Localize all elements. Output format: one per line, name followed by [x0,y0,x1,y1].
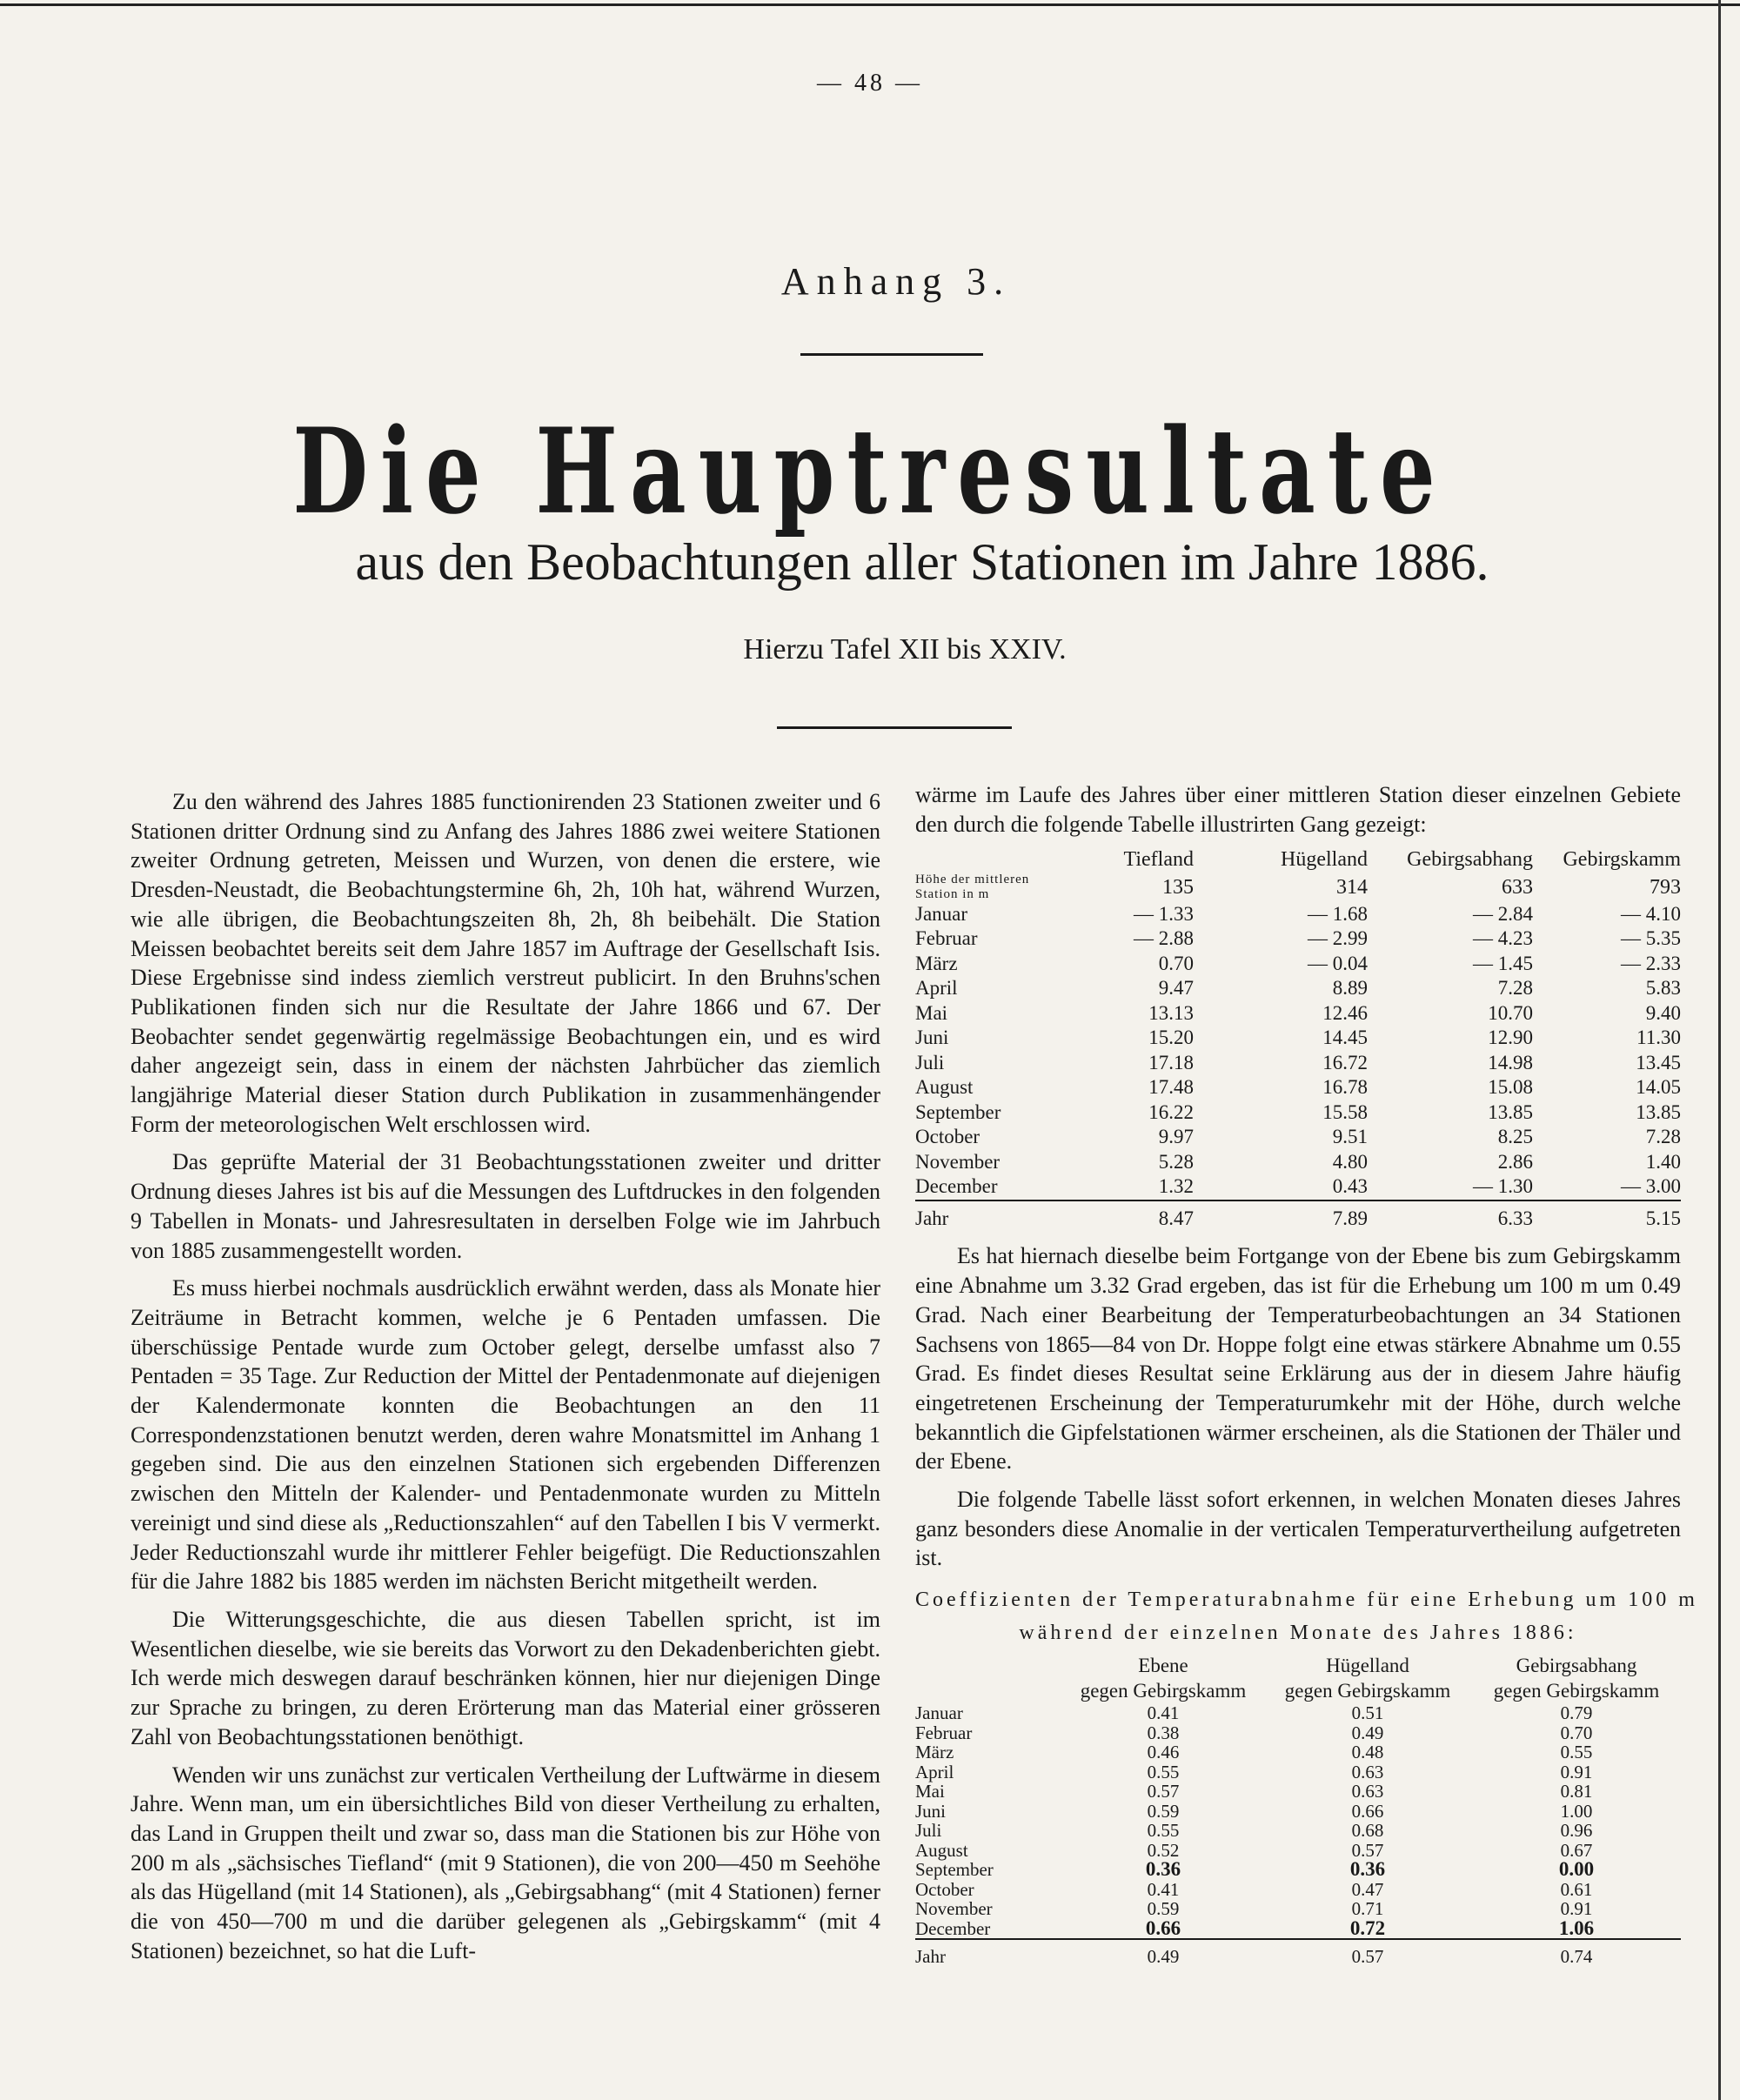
table-row [915,1742,1681,1762]
table-cell: 0.63 [1351,1781,1384,1802]
table-cell: 1.32 [1158,1175,1194,1198]
table-cell: 2.86 [1497,1150,1533,1173]
column-header: Gebirgsabhang [1407,848,1533,872]
table-cell: 0.41 [1147,1702,1180,1724]
table-cell: 314 [1336,875,1368,899]
table-cell: 0.66 [1351,1800,1384,1822]
table-cell: 10.70 [1488,1001,1533,1024]
table-cell: 0.91 [1560,1898,1593,1920]
coefficient-table-title: Coeffizienten der Temperaturabnahme für eine Erhebung um 100 m [915,1588,1698,1612]
table-cell: 0.72 [1349,1916,1386,1939]
row-label: November [915,1150,1000,1173]
row-label: Mai [915,1781,945,1802]
table-cell: 8.47 [1046,1200,1194,1232]
table-cell: 12.90 [1488,1027,1533,1049]
table-row [915,1703,1681,1723]
row-label: Juni [915,1800,947,1822]
table-cell: 1.00 [1560,1800,1593,1822]
table-cell: 0.81 [1560,1781,1593,1802]
table-row [915,1100,1681,1126]
table-cell: — 2.33 [1621,952,1681,974]
table-row [915,976,1681,1001]
paragraph: Die Witterungsgeschichte, die aus diesen Tabellen spricht, ist im Wesentlichen dieselbe, wie sie bereits das Vorwort zu den Dekadenberichten giebt. Ich werde mich deswegen darauf beschränken können, hier nur diejenigen Dinge zur Sprache zu bringen, zu deren Erörterung man das Material einer grösseren Zahl von Beobachtungsstationen benöthigt. [130,1606,880,1749]
table-cell: 0.79 [1560,1702,1593,1724]
table-cell: 0.91 [1560,1761,1593,1782]
table-cell: 0.52 [1147,1839,1180,1861]
row-label: März [915,952,958,974]
table-row [915,1802,1681,1822]
table-row [915,1899,1681,1919]
table-cell: — 2.84 [1473,902,1533,925]
table-cell: 0.74 [1472,1939,1681,1967]
table-cell: 0.70 [1158,952,1194,974]
table-cell: 793 [1650,875,1681,899]
table-cell: 8.89 [1332,977,1368,1000]
table-cell: 15.20 [1148,1027,1194,1049]
coefficient-table-subtitle: während der einzelnen Monate des Jahres 1886: [1019,1622,1577,1645]
table-row [915,1001,1681,1027]
temperature-table [915,847,1681,1231]
table-total-row [915,1939,1681,1967]
table-cell: — 1.45 [1473,952,1533,974]
table-cell: 13.13 [1148,1001,1194,1024]
table-cell: 0.66 [1145,1916,1181,1939]
table-cell: 17.18 [1148,1051,1194,1073]
table-cell: 1.40 [1645,1150,1681,1173]
table-cell: — 4.10 [1621,902,1681,925]
table-row [915,902,1681,927]
table-cell: 6.33 [1368,1200,1533,1232]
table-cell: 0.48 [1351,1742,1384,1763]
paragraph: Die folgende Tabelle lässt sofort erkennen, in welchen Monaten dieses Jahres ganz besonders diese Anomalie in der verticalen Temperaturvertheilung aufgetreten ist. [915,1487,1681,1571]
table-cell: — 1.30 [1473,1175,1533,1198]
row-label: Jahr [915,1939,1063,1967]
table-cell: 0.55 [1147,1820,1180,1842]
table-cell: 0.67 [1560,1839,1593,1861]
row-label: Januar [915,1702,963,1724]
paragraph: wärme im Laufe des Jahres über einer mittleren Station dieser einzelnen Gebiete den durch die folgende Tabelle illustrirten Gang gezeigt: [915,782,1681,837]
table-cell: 135 [1162,875,1194,899]
paragraph: Wenden wir uns zunächst zur verticalen Vertheilung der Luftwärme in diesem Jahre. Wenn man, um ein übersichtliches Bild von dieser Vertheilung zu erhalten, das Land in Gruppen theilt und zwar so, dass man die Stationen bis zur Höhe von 200 m als „sächsisches Tiefland“ (mit 9 Stationen), die von 200—450 m Seehöhe als das Hügelland (mit 14 Stationen), als „Gebirgsabhang“ (mit 4 Stationen) ferner die von 450—700 m und die darüber gelegenen als „Gebirgskamm“ (mit 4 Stationen) bezeichnet, so hat die Luft- [130,1762,880,1963]
subtitle: aus den Beobachtungen aller Stationen im Jahre 1886. [355,533,1489,591]
table-row [915,1860,1681,1880]
table-row [915,1051,1681,1076]
table-header-row [915,1653,1681,1678]
table-cell: 9.47 [1158,977,1194,1000]
divider-top [800,353,983,356]
column-subheader: gegen Gebirgskamm [1284,1680,1451,1702]
table-cell: 4.80 [1332,1150,1368,1173]
table-cell: 8.25 [1497,1126,1533,1148]
table-row [915,1762,1681,1782]
table-total-row [915,1200,1681,1232]
table-cell: 13.85 [1636,1100,1681,1123]
table-cell: 7.89 [1194,1200,1368,1232]
table-cell: 16.72 [1322,1051,1368,1073]
table-cell: 14.45 [1322,1027,1368,1049]
table-cell: 0.55 [1147,1761,1180,1782]
table-cell: 12.46 [1322,1001,1368,1024]
table-row-heights [915,873,1681,902]
table-cell: 0.51 [1351,1702,1384,1724]
table-cell: 0.36 [1145,1858,1181,1881]
row-label: Juli [915,1051,945,1073]
table-cell: 0.49 [1351,1722,1384,1743]
table-cell: 5.83 [1645,977,1681,1000]
table-cell: 7.28 [1645,1126,1681,1148]
table-row [915,1821,1681,1841]
row-label: Juni [915,1027,949,1049]
table-cell: 15.58 [1322,1100,1368,1123]
row-label: Mai [915,1001,948,1024]
plates-note: Hierzu Tafel XII bis XXIV. [743,633,1067,665]
table-cell: 0.71 [1351,1898,1384,1920]
table-header-row [915,847,1681,873]
paragraph: Zu den während des Jahres 1885 functionirenden 23 Stationen zweiter und 6 Stationen dritter Ordnung sind zu Anfang des Jahres 1886 zwei weitere Stationen zweiter Ordnung getreten, Meissen und Wurzen, von denen die erstere, wie Dresden-Neustadt, die Beobachtungstermine 6h, 2h, 10h hat, während Wurzen, wie alle übrigen, die Beobachtungszeiten 8h, 2h, 8h beibehält. Die Station Meissen beobachtet bereits seit dem Jahre 1857 im Auftrage der Gesellschaft Isis. Diese Ergebnisse sind indess ziemlich verstreut publicirt. In den Bruhns'schen Publikationen finden sich nur die Resultate der Jahre 1866 und 67. Der Beobachter sendet gegenwärtig regelmässige Beobachtungen ein, und es wird daher angezeigt sein, dass in einem der nächsten Jahrbücher das ziemlich langjährige Material dieser Station durch Publikation in zusammenhängender Form der meteorologischen Welt erschlossen wird. [130,789,880,1137]
table-cell: — 0.04 [1308,952,1368,974]
table-row [915,1150,1681,1175]
table-cell: 0.70 [1560,1722,1593,1743]
paragraph: Das geprüfte Material der 31 Beobachtungsstationen zweiter und dritter Ordnung dieses Jahres ist bis auf die Messungen des Luftdruckes in den folgenden 9 Tabellen in Monats- und Jahresresultaten in derselben Folge wie im Jahrbuch von 1885 zusammengestellt worden. [130,1149,880,1263]
column-header: Ebene [1138,1655,1188,1677]
row-label: October [915,1126,980,1148]
left-column [130,787,880,1974]
column-subheader: gegen Gebirgskamm [1493,1680,1660,1702]
page-number: — 48 — [817,70,923,97]
column-header: Gebirgsabhang [1516,1655,1637,1677]
row-label: Februar [915,1722,973,1743]
row-label: Februar [915,927,978,950]
table-row [915,1125,1681,1150]
table-row [915,1880,1681,1900]
table-cell: 0.61 [1560,1878,1593,1900]
row-label: August [915,1076,974,1099]
right-column [915,780,1698,1968]
table-cell: 0.41 [1147,1878,1180,1900]
row-label: September [915,1859,994,1881]
row-label: Januar [915,902,968,925]
page-border-right [1718,0,1721,2100]
table-row [915,1841,1681,1861]
table-cell: 14.98 [1488,1051,1533,1073]
table-cell: 1.06 [1558,1916,1595,1939]
table-cell: 0.57 [1147,1781,1180,1802]
table-cell: 0.63 [1351,1761,1384,1782]
table-cell: 16.22 [1148,1100,1194,1123]
column-header: Gebirgskamm [1563,848,1681,872]
table-cell: 5.15 [1533,1200,1681,1232]
table-cell: 9.51 [1332,1126,1368,1148]
table-cell: 0.96 [1560,1820,1593,1842]
table-cell: 16.78 [1322,1076,1368,1099]
row-label: April [915,977,958,1000]
column-header: Hügelland [1326,1655,1409,1677]
paragraph: Es muss hierbei nochmals ausdrücklich erwähnt werden, dass als Monate hier Zeiträume in Betracht kommen, welche je 6 Pentaden umfassen. Die überschüssige Pentade wurde zum October gelegt, derselbe umfasst also 7 Pentaden = 35 Tage. Zur Reduction der Mittel der Pentadenmonate auf diejenigen der Kalendermonate konnten die Beobachtungen an den 11 Correspondenzstationen benutzt werden, deren wahre Monatsmittel im Anhang 1 gegeben sind. Die aus den einzelnen Stationen sich ergebenden Differenzen zwischen den Mitteln der Kalender- und Pentadenmonate wurden zu Mitteln vereinigt und sind diese als „Reductionszahlen“ auf den Tabellen I bis V vermerkt. Jeder Reductionszahl wurde ihr mittlerer Fehler beigefügt. Die Reductionszahlen für die Jahre 1882 bis 1885 werden im nächsten Bericht mitgetheilt werden. [130,1275,880,1595]
table-row [915,952,1681,977]
table-cell: 0.47 [1351,1878,1384,1900]
column-header: Hügelland [1281,848,1368,872]
table-cell: — 5.35 [1621,927,1681,950]
table-cell: 7.28 [1497,977,1533,1000]
column-subheader: gegen Gebirgskamm [1080,1680,1247,1702]
table-cell: 0.46 [1147,1742,1180,1763]
table-cell: — 2.88 [1134,927,1194,950]
table-row [915,926,1681,952]
row-label: Höhe der mittleren Station in m [915,872,1030,901]
table-cell: — 1.68 [1308,902,1368,925]
table-row [915,1026,1681,1051]
row-label: März [915,1742,954,1763]
table-cell: 13.45 [1636,1051,1681,1073]
row-label: September [915,1100,1001,1123]
table-cell: 15.08 [1488,1076,1533,1099]
table-cell: 13.85 [1488,1100,1533,1123]
table-cell: 0.43 [1332,1175,1368,1198]
row-label: December [915,1175,998,1198]
table-cell: — 4.23 [1473,927,1533,950]
table-header-row [915,1678,1681,1703]
divider-bottom [777,726,1012,729]
table-cell: — 3.00 [1621,1175,1681,1198]
table-row [915,1782,1681,1802]
table-row [915,1723,1681,1743]
row-label: Jahr [915,1200,1046,1232]
paragraph: Es hat hiernach dieselbe beim Fortgange von der Ebene bis zum Gebirgskamm eine Abnahme um 3.32 Grad ergeben, das ist für die Erhebung um 100 m um 0.49 Grad. Nach einer Bearbeitung der Temperaturbeobachtungen an 34 Stationen Sachsens von 1865—84 von Dr. Hoppe folgt eine etwas stärkere Abnahme um 0.55 Grad. Es findet dieses Resultat seine Erklärung aus der in diesem Jahre häufig eingetretenen Erscheinung der Temperaturumkehr mit der Höhe, durch welche bekanntlich die Gipfelstationen wärmer erscheinen, als die Stationen der Thäler und der Ebene. [915,1243,1681,1475]
row-label: Juli [915,1820,942,1842]
table-cell: 9.97 [1158,1126,1194,1148]
coefficient-table [915,1653,1681,1967]
table-cell: 0.55 [1560,1742,1593,1763]
table-cell: 0.00 [1558,1858,1595,1881]
table-cell: 11.30 [1636,1027,1681,1049]
row-label: November [915,1898,993,1920]
row-label: August [915,1839,968,1861]
table-cell: 0.49 [1063,1939,1263,1967]
table-cell: 0.57 [1263,1939,1472,1967]
table-cell: — 2.99 [1308,927,1368,950]
table-cell: 0.38 [1147,1722,1180,1743]
row-label: October [915,1878,974,1900]
table-cell: 9.40 [1645,1001,1681,1024]
page-border-top [0,3,1740,6]
table-cell: 14.05 [1636,1076,1681,1099]
table-cell: 0.57 [1351,1839,1384,1861]
table-cell: 0.59 [1147,1800,1180,1822]
table-row [915,1174,1681,1200]
table-cell: — 1.33 [1134,902,1194,925]
appendix-heading: Anhang 3. [780,260,1012,303]
table-cell: 5.28 [1158,1150,1194,1173]
table-cell: 0.36 [1349,1858,1386,1881]
table-cell: 0.59 [1147,1898,1180,1920]
table-cell: 0.68 [1351,1820,1384,1842]
row-label: April [915,1761,954,1782]
row-label: December [915,1917,991,1939]
table-row [915,1075,1681,1100]
column-header: Tiefland [1123,848,1194,872]
main-title: Die Hauptresultate [292,402,1448,541]
table-cell: 633 [1502,875,1533,899]
table-cell: 17.48 [1148,1076,1194,1099]
table-row [915,1919,1681,1940]
